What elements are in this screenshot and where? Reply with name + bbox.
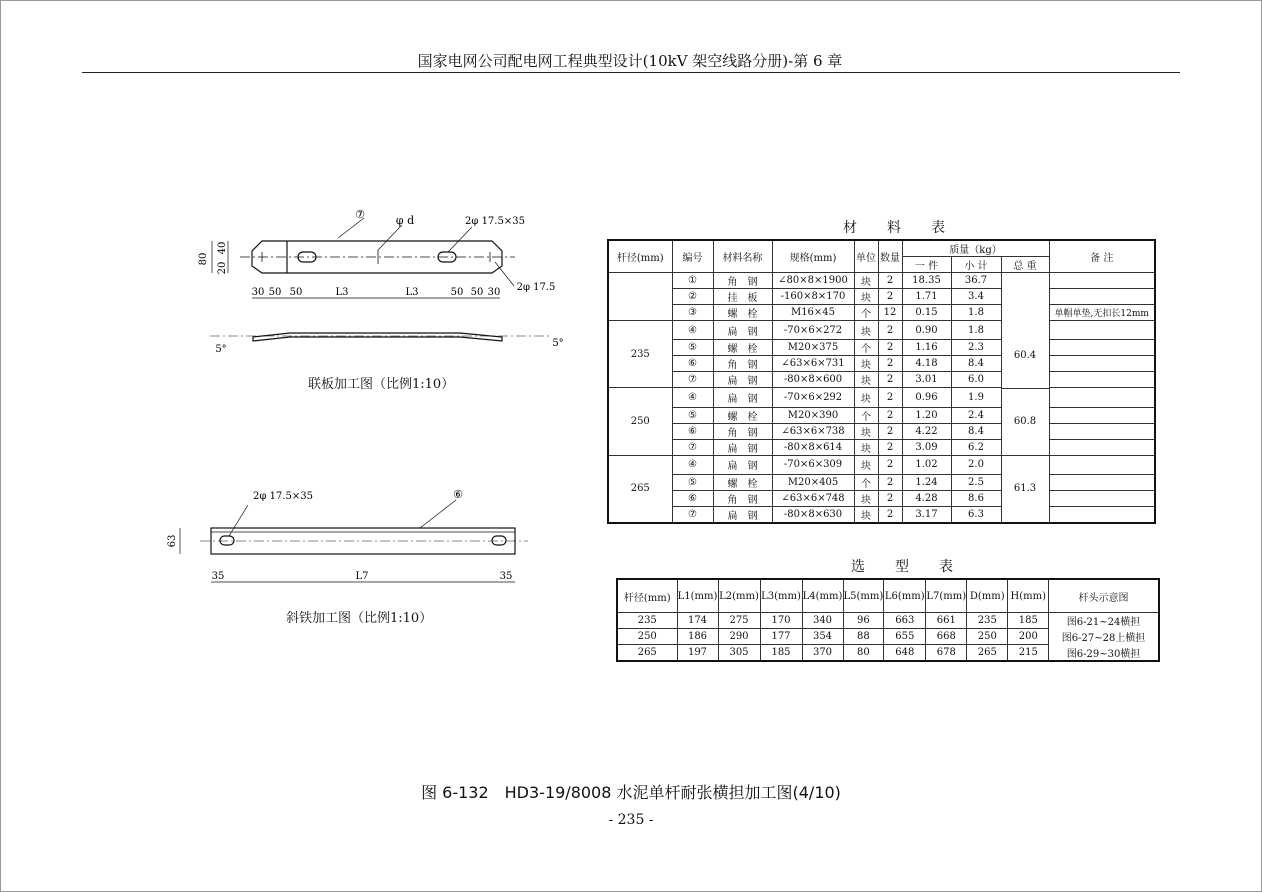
cell-spec: M20×405 — [772, 475, 854, 491]
cell-name: 扁 钢 — [713, 321, 772, 340]
cell-unit: 块 — [854, 289, 878, 305]
brace-dim-label: 35 — [499, 571, 513, 582]
cell-name: 扁 钢 — [713, 507, 772, 524]
sel-cell: 185 — [1008, 613, 1049, 629]
cell-name: 螺 栓 — [713, 407, 772, 423]
brace-dim-label: 35 — [211, 571, 225, 582]
header-note: 备 注 — [1049, 240, 1155, 273]
sel-cell: 215 — [1008, 645, 1049, 662]
cell-unit: 块 — [854, 372, 878, 388]
cell-qty: 2 — [878, 356, 902, 372]
cell-no: ⑥ — [672, 423, 713, 439]
cell-no: ⑤ — [672, 475, 713, 491]
dim-label: 30 — [251, 287, 265, 298]
cell-name: 扁 钢 — [713, 388, 772, 407]
table-row — [608, 321, 1155, 340]
cell-qty: 2 — [878, 439, 902, 455]
cell-spec: -70×6×292 — [772, 388, 854, 407]
table-row — [608, 507, 1155, 524]
cell-name: 角 钢 — [713, 423, 772, 439]
brace-left-slot — [220, 536, 234, 545]
cell-per: 0.15 — [902, 305, 951, 321]
cell-per: 4.22 — [902, 423, 951, 439]
cell-qty: 2 — [878, 273, 902, 289]
cell-note — [1049, 423, 1155, 439]
sel-cell: 678 — [926, 645, 967, 662]
cell-sub: 2.5 — [951, 475, 1001, 491]
cell-qty: 2 — [878, 340, 902, 356]
cell-unit: 块 — [854, 439, 878, 455]
cell-no: ⑥ — [672, 491, 713, 507]
cell-spec: -80×8×614 — [772, 439, 854, 455]
cell-sub: 6.2 — [951, 439, 1001, 455]
cell-qty: 2 — [878, 455, 902, 474]
cell-sub: 1.8 — [951, 321, 1001, 340]
sel-header: 杆径(mm) — [617, 579, 677, 613]
header-no: 编号 — [672, 240, 713, 273]
cell-per: 18.35 — [902, 273, 951, 289]
cell-unit: 块 — [854, 455, 878, 474]
dim-label: 50 — [450, 287, 464, 298]
cell-per: 0.96 — [902, 388, 951, 407]
table-row — [608, 289, 1155, 305]
cell-spec: -160×8×170 — [772, 289, 854, 305]
cell-name: 螺 栓 — [713, 475, 772, 491]
sel-cell: 200 — [1008, 629, 1049, 645]
sel-cell: 250 — [967, 629, 1008, 645]
cell-no: ⑦ — [672, 372, 713, 388]
cell-qty: 2 — [878, 423, 902, 439]
sel-cell: 250 — [617, 629, 677, 645]
cell-note — [1049, 273, 1155, 289]
sel-cell: 96 — [843, 613, 884, 629]
material-table-title: 材料表 — [843, 220, 975, 236]
hole-callout: φ d — [395, 214, 415, 227]
table-row — [608, 439, 1155, 455]
plate-lower-dim: 20 — [217, 261, 228, 275]
cell-qty: 2 — [878, 407, 902, 423]
cell-unit: 个 — [854, 475, 878, 491]
cell-name: 角 钢 — [713, 491, 772, 507]
group-total: 61.3 — [1002, 455, 1049, 522]
cell-spec: -80×8×600 — [772, 372, 854, 388]
cell-spec: ∠63×6×738 — [772, 423, 854, 439]
sel-cell: 235 — [617, 613, 677, 629]
cell-qty: 2 — [878, 388, 902, 407]
header-qty: 数量 — [878, 240, 902, 273]
sel-cell: 661 — [926, 613, 967, 629]
cell-qty: 12 — [878, 305, 902, 321]
cell-no: ④ — [672, 321, 713, 340]
cell-note — [1049, 439, 1155, 455]
sel-header: L7(mm) — [926, 579, 967, 613]
sel-cell: 186 — [677, 629, 718, 645]
cell-per: 4.28 — [902, 491, 951, 507]
cell-qty: 2 — [878, 321, 902, 340]
cell-per: 1.71 — [902, 289, 951, 305]
cell-name: 扁 钢 — [713, 372, 772, 388]
brace-part-callout: ⑥ — [453, 488, 463, 501]
cell-sub: 2.4 — [951, 407, 1001, 423]
sel-cell: 290 — [718, 629, 760, 645]
sel-cell: 88 — [843, 629, 884, 645]
cell-spec: ∠63×6×731 — [772, 356, 854, 372]
sel-cell: 174 — [677, 613, 718, 629]
brace-right-slot — [492, 536, 506, 545]
header-subtotal: 小 计 — [951, 257, 1001, 273]
cell-per: 3.01 — [902, 372, 951, 388]
cell-note — [1049, 475, 1155, 491]
cell-per: 1.20 — [902, 407, 951, 423]
cell-spec: ∠63×6×748 — [772, 491, 854, 507]
selection-table — [616, 578, 1160, 662]
plate-upper-dim: 40 — [217, 241, 228, 255]
table-row — [608, 475, 1155, 491]
header-name: 材料名称 — [713, 240, 772, 273]
table-row — [608, 372, 1155, 388]
sel-cell: 图6-21~24横担 — [1049, 613, 1159, 629]
sel-header: L1(mm) — [677, 579, 718, 613]
cell-qty: 2 — [878, 289, 902, 305]
cell-no: ① — [672, 273, 713, 289]
cell-sub: 1.9 — [951, 388, 1001, 407]
cell-sub: 8.6 — [951, 491, 1001, 507]
cell-sub: 2.0 — [951, 455, 1001, 474]
cell-per: 1.02 — [902, 455, 951, 474]
cell-spec: -70×6×272 — [772, 321, 854, 340]
header-spec: 规格(mm) — [772, 240, 854, 273]
cell-spec: M20×375 — [772, 340, 854, 356]
cell-per: 0.90 — [902, 321, 951, 340]
cell-unit: 块 — [854, 507, 878, 524]
cell-note — [1049, 340, 1155, 356]
table-row — [617, 645, 1159, 662]
cell-no: ③ — [672, 305, 713, 321]
sel-cell: 图6-29~30横担 — [1049, 645, 1159, 662]
dim-label: L3 — [405, 287, 419, 298]
dim-label: 50 — [268, 287, 282, 298]
cell-sub: 6.3 — [951, 507, 1001, 524]
cell-name: 角 钢 — [713, 273, 772, 289]
page-number: - 235 - — [608, 812, 654, 828]
cell-no: ⑤ — [672, 407, 713, 423]
cell-per: 1.16 — [902, 340, 951, 356]
cell-note — [1049, 289, 1155, 305]
plate-height-dim: 80 — [198, 252, 209, 266]
cell-qty: 2 — [878, 475, 902, 491]
sel-cell: 图6-27~28上横担 — [1049, 629, 1159, 645]
cell-unit: 块 — [854, 388, 878, 407]
cell-note — [1049, 455, 1155, 474]
link-plate-side — [253, 333, 502, 341]
material-table — [607, 239, 1156, 524]
cell-no: ⑦ — [672, 439, 713, 455]
cell-spec: -70×6×309 — [772, 455, 854, 474]
cell-note — [1049, 491, 1155, 507]
cell-note — [1049, 321, 1155, 340]
cell-name: 螺 栓 — [713, 305, 772, 321]
cell-no: ⑦ — [672, 507, 713, 524]
cell-name: 螺 栓 — [713, 340, 772, 356]
table-row — [608, 273, 1155, 289]
sel-cell: 648 — [884, 645, 926, 662]
end-hole-callout: 2φ 17.5 — [516, 282, 556, 293]
sel-cell: 177 — [760, 629, 802, 645]
table-row — [617, 629, 1159, 645]
table-row — [608, 340, 1155, 356]
brace-dim-label: L7 — [355, 571, 369, 582]
sel-header: D(mm) — [967, 579, 1008, 613]
cell-name: 挂 板 — [713, 289, 772, 305]
cell-note — [1049, 507, 1155, 524]
sel-header: L2(mm) — [718, 579, 760, 613]
cell-spec: ∠80×8×1900 — [772, 273, 854, 289]
cell-note — [1049, 388, 1155, 407]
angle-left-label: 5° — [215, 344, 227, 355]
group-total: 60.8 — [1002, 388, 1049, 455]
cell-sub: 36.7 — [951, 273, 1001, 289]
cell-qty: 2 — [878, 507, 902, 524]
empty-pole-cell — [608, 273, 672, 321]
dim-label: 30 — [487, 287, 501, 298]
cell-unit: 块 — [854, 321, 878, 340]
cell-per: 3.09 — [902, 439, 951, 455]
cell-unit: 个 — [854, 305, 878, 321]
table-row — [608, 407, 1155, 423]
header-per-piece: 一 件 — [902, 257, 951, 273]
slot-callout: 2φ 17.5×35 — [465, 216, 525, 227]
cell-sub: 6.0 — [951, 372, 1001, 388]
dim-label: 50 — [470, 287, 484, 298]
cell-sub: 8.4 — [951, 423, 1001, 439]
cell-unit: 个 — [854, 407, 878, 423]
cell-sub: 3.4 — [951, 289, 1001, 305]
sel-header: H(mm) — [1008, 579, 1049, 613]
cell-unit: 块 — [854, 356, 878, 372]
sel-cell: 265 — [617, 645, 677, 662]
sel-cell: 275 — [718, 613, 760, 629]
link-plate-part-callout: ⑦ — [355, 208, 365, 221]
cell-spec: M16×45 — [772, 305, 854, 321]
angle-right-label: 5° — [552, 338, 564, 349]
total-column — [1001, 273, 1049, 524]
table-row — [617, 613, 1159, 629]
cell-no: ④ — [672, 455, 713, 474]
cell-qty: 2 — [878, 491, 902, 507]
selection-table-title: 选型表 — [851, 559, 983, 575]
cell-sub: 2.3 — [951, 340, 1001, 356]
table-row — [608, 423, 1155, 439]
cell-pole: 235 — [608, 321, 672, 388]
header-total: 总 重 — [1001, 257, 1049, 273]
sel-cell: 170 — [760, 613, 802, 629]
sel-cell: 80 — [843, 645, 884, 662]
sel-cell: 305 — [718, 645, 760, 662]
sel-cell: 663 — [884, 613, 926, 629]
sel-cell: 185 — [760, 645, 802, 662]
sel-header: L6(mm) — [884, 579, 926, 613]
table-row — [608, 455, 1155, 474]
cell-sub: 1.8 — [951, 305, 1001, 321]
cell-note — [1049, 372, 1155, 388]
sel-header: L4(mm) — [802, 579, 843, 613]
cell-no: ⑤ — [672, 340, 713, 356]
header-unit: 单位 — [854, 240, 878, 273]
sel-cell: 668 — [926, 629, 967, 645]
sel-cell: 340 — [802, 613, 843, 629]
cell-note — [1049, 356, 1155, 372]
sel-header: L3(mm) — [760, 579, 802, 613]
brace-height-dim: 63 — [167, 534, 178, 548]
header-mass: 质量（kg） — [902, 240, 1049, 257]
sel-cell: 354 — [802, 629, 843, 645]
cell-pole: 265 — [608, 455, 672, 523]
cell-per: 1.24 — [902, 475, 951, 491]
cell-name: 扁 钢 — [713, 455, 772, 474]
cell-per: 4.18 — [902, 356, 951, 372]
cell-no: ④ — [672, 388, 713, 407]
sel-cell: 235 — [967, 613, 1008, 629]
cell-spec: -80×8×630 — [772, 507, 854, 524]
cell-name: 角 钢 — [713, 356, 772, 372]
cell-no: ⑥ — [672, 356, 713, 372]
cell-no: ② — [672, 289, 713, 305]
brace-caption: 斜铁加工图（比例1:10） — [286, 611, 433, 626]
cell-qty: 2 — [878, 372, 902, 388]
table-row — [608, 388, 1155, 407]
sel-cell: 265 — [967, 645, 1008, 662]
sel-cell: 370 — [802, 645, 843, 662]
sel-cell: 655 — [884, 629, 926, 645]
page-header: 国家电网公司配电网工程典型设计(10kV 架空线路分册)-第 6 章 — [417, 52, 843, 70]
cell-unit: 个 — [854, 340, 878, 356]
dim-label: L3 — [335, 287, 349, 298]
cell-name: 扁 钢 — [713, 439, 772, 455]
cell-pole: 250 — [608, 388, 672, 455]
cell-unit: 块 — [854, 273, 878, 289]
link-plate-caption: 联板加工图（比例1:10） — [308, 377, 455, 392]
cell-spec: M20×390 — [772, 407, 854, 423]
cell-note: 单帽单垫,无扣长12mm — [1049, 305, 1155, 321]
table-row — [608, 356, 1155, 372]
cell-per: 3.17 — [902, 507, 951, 524]
table-row — [608, 491, 1155, 507]
cell-unit: 块 — [854, 423, 878, 439]
sel-cell: 197 — [677, 645, 718, 662]
dim-label: 50 — [289, 287, 303, 298]
sel-header: L5(mm) — [843, 579, 884, 613]
cell-unit: 块 — [854, 491, 878, 507]
sel-header: 杆头示意图 — [1049, 579, 1159, 613]
brace-slot-callout: 2φ 17.5×35 — [253, 491, 313, 502]
group-total: 60.4 — [1013, 350, 1037, 361]
cell-sub: 8.4 — [951, 356, 1001, 372]
header-pole-dia: 杆径(mm) — [608, 240, 672, 273]
figure-title: 图 6-132 HD3-19/8008 水泥单杆耐张横担加工图(4/10) — [421, 783, 841, 802]
cell-note — [1049, 407, 1155, 423]
table-row — [608, 305, 1155, 321]
